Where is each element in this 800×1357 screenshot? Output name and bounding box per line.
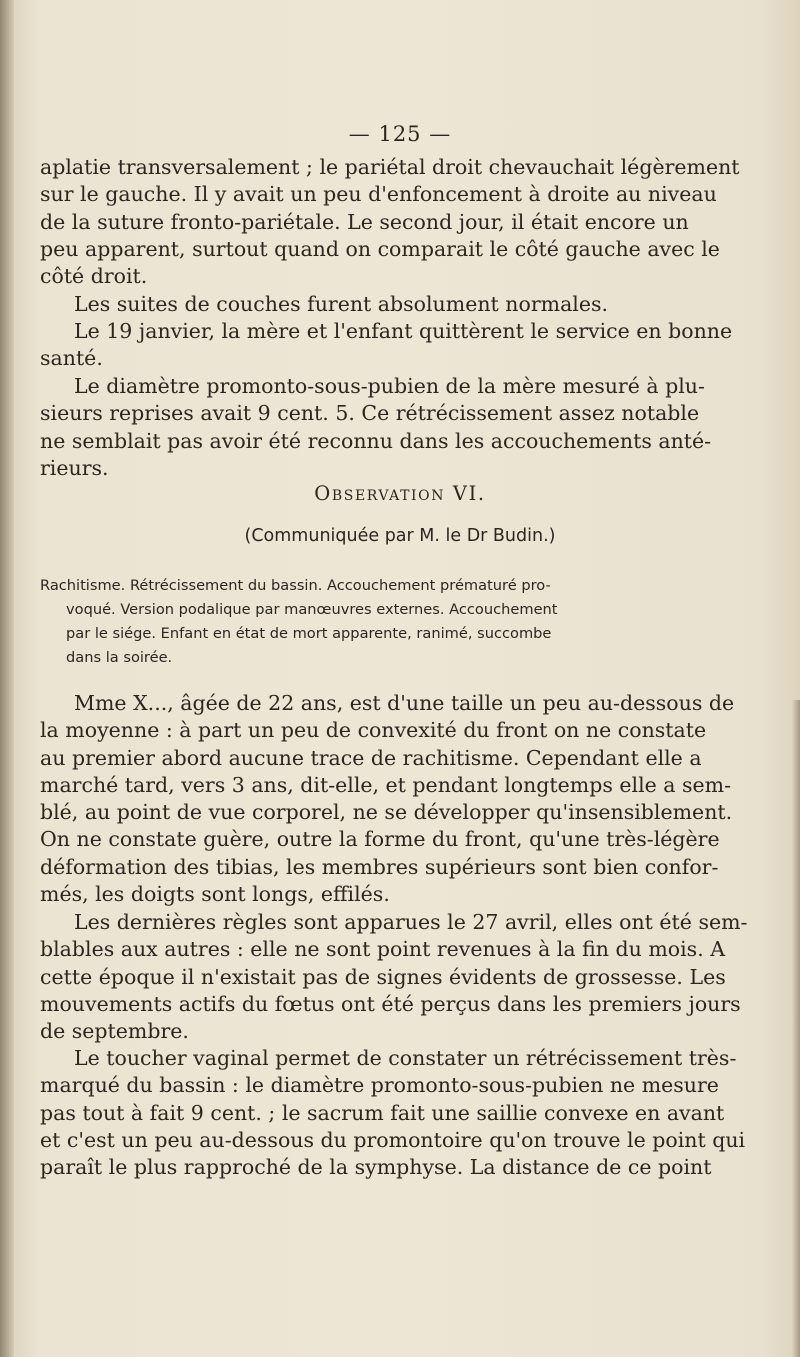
- text-line: santé.: [40, 346, 103, 371]
- text-line: marqué du bassin : le diamètre promonto-sous-pubien ne mesure: [40, 1073, 719, 1098]
- text-line: Le toucher vaginal permet de constater un rétrécissement très-: [74, 1046, 737, 1070]
- text-line: au premier abord aucune trace de rachitisme. Cependant elle a: [40, 745, 702, 770]
- text-line: On ne constate guère, outre la forme du front, qu'une très-légère: [40, 827, 720, 852]
- text-line: marché tard, vers 3 ans, dit-elle, et pendant longtemps elle a sem-: [40, 772, 732, 797]
- paragraph-pelvic-diameter: [40, 373, 759, 482]
- text-line: paraît le plus rapproché de la symphyse. La distance de ce point: [40, 1155, 712, 1180]
- text-line: peu apparent, surtout quand on comparait le côté gauche avec le: [40, 236, 720, 261]
- page-number: — 125 —: [348, 122, 452, 146]
- text-line: cette époque il n'existait pas de signes évidents de grossesse. Les: [40, 964, 726, 989]
- paragraph-discharge: [40, 318, 759, 373]
- text-line: rieurs.: [40, 455, 109, 480]
- text-line: Le diamètre promonto-sous-pubien de la mère mesuré à plu-: [74, 374, 705, 398]
- text-line: déformation des tibias, les membres supérieurs sont bien confor-: [40, 854, 719, 879]
- text-line: ne semblait pas avoir été reconnu dans les accouchements anté-: [40, 428, 712, 453]
- book-spine-shadow: [0, 0, 14, 1357]
- text-line: aplatie transversalement ; le pariétal droit chevauchait légèrement: [40, 155, 740, 179]
- paragraph-patient-history: [40, 690, 759, 908]
- paragraph-cranial-description: [40, 154, 759, 290]
- summary-line: par le siége. Enfant en état de mort apparente, ranimé, succombe: [66, 625, 552, 642]
- page-edge-shadow: [792, 700, 800, 1357]
- text-line: de septembre.: [40, 1019, 189, 1044]
- text-line: blables aux autres : elle ne sont point revenues à la fin du mois. A: [40, 937, 726, 962]
- text-line: pas tout à fait 9 cent. ; le sacrum fait une saillie convexe en avant: [40, 1100, 725, 1125]
- text-line: blé, au point de vue corporel, ne se développer qu'insensiblement.: [40, 800, 733, 825]
- text-line: sur le gauche. Il y avait un peu d'enfoncement à droite au niveau: [40, 182, 717, 207]
- observation-heading: Observation VI.: [314, 482, 486, 505]
- text-line: de la suture fronto-pariétale. Le second jour, il était encore un: [40, 209, 689, 234]
- case-summary: [40, 574, 760, 670]
- summary-line: dans la soirée.: [66, 649, 173, 666]
- text-line: sieurs reprises avait 9 cent. 5. Ce rétrécissement assez notable: [40, 401, 700, 426]
- paragraph-last-menses: [40, 909, 759, 1045]
- summary-line: Rachitisme. Rétrécissement du bassin. Accouchement prématuré pro-: [40, 577, 551, 594]
- paragraph-postpartum: [40, 291, 759, 318]
- communication-note: (Communiquée par M. le Dr Budin.): [244, 526, 556, 546]
- paragraph-vaginal-exam: [40, 1045, 759, 1181]
- text-line: Les dernières règles sont apparues le 27 avril, elles ont été sem-: [74, 910, 748, 934]
- text-line: côté droit.: [40, 264, 148, 289]
- text-line: mouvements actifs du fœtus ont été perçus dans les premiers jours: [40, 991, 741, 1016]
- text-line: Le 19 janvier, la mère et l'enfant quittèrent le service en bonne: [74, 319, 733, 343]
- text-line: més, les doigts sont longs, effilés.: [40, 882, 390, 907]
- text-line: Mme X..., âgée de 22 ans, est d'une taille un peu au-dessous de: [74, 691, 735, 715]
- text-line: Les suites de couches furent absolument normales.: [74, 292, 609, 316]
- summary-line: voqué. Version podalique par manœuvres externes. Accouchement: [66, 601, 558, 618]
- text-line: et c'est un peu au-dessous du promontoire qu'on trouve le point qui: [40, 1127, 746, 1152]
- text-line: la moyenne : à part un peu de convexité du front on ne constate: [40, 718, 707, 743]
